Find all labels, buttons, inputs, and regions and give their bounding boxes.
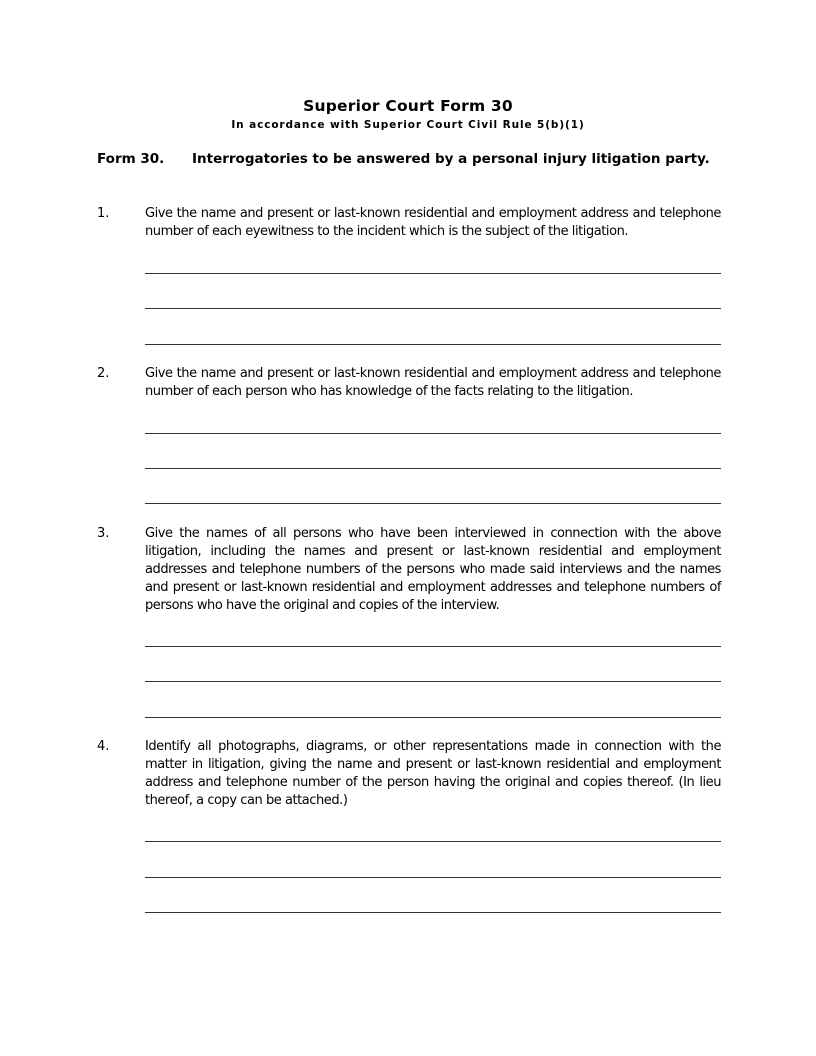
answer-line-2c[interactable] xyxy=(145,503,721,504)
question-text: Give the name and present or last-known residential and employment address and telephone number of each eyewitness to the incident which is the subject of the litigation. xyxy=(145,206,721,239)
answer-line-2a[interactable] xyxy=(145,433,721,434)
answer-line-4b[interactable] xyxy=(145,877,721,878)
answer-line-2b[interactable] xyxy=(145,468,721,469)
answer-line-1a[interactable] xyxy=(145,273,721,274)
answer-line-1b[interactable] xyxy=(145,308,721,309)
form-heading xyxy=(97,151,737,167)
question-number: 3. xyxy=(97,526,110,541)
answer-line-3b[interactable] xyxy=(145,681,721,682)
form-heading-text: Interrogatories to be answered by a personal injury litigation party. xyxy=(192,151,710,167)
form-subtitle: In accordance with Superior Court Civil Rule 5(b)(1) xyxy=(231,119,585,131)
answer-line-1c[interactable] xyxy=(145,344,721,345)
question-text: Give the name and present or last-known residential and employment address and telephone number of each person who has knowledge of the facts relating to the litigation. xyxy=(145,366,721,399)
answer-line-4c[interactable] xyxy=(145,912,721,913)
question-text: Identify all photographs, diagrams, or other representations made in connection with the matter in litigation, giving the name and present or last-known residential and employment address and telephone number of the person having the original and copies thereof. (In lieu thereof, a copy can be attached.) xyxy=(145,739,721,808)
form-number: Form 30. xyxy=(97,151,165,167)
question-number: 2. xyxy=(97,366,110,381)
form-title: Superior Court Form 30 xyxy=(303,97,513,115)
question-number: 1. xyxy=(97,206,110,221)
question-number: 4. xyxy=(97,739,110,754)
answer-line-3c[interactable] xyxy=(145,717,721,718)
answer-line-4a[interactable] xyxy=(145,841,721,842)
question-text: Give the names of all persons who have been interviewed in connection with the above litigation, including the names and present or last-known residential and employment addresses and telephone numbers of the persons who made said interviews and the names and present or last-known residential and employment addresses and telephone numbers of persons who have the original and copies of the interview. xyxy=(145,526,721,613)
answer-line-3a[interactable] xyxy=(145,646,721,647)
